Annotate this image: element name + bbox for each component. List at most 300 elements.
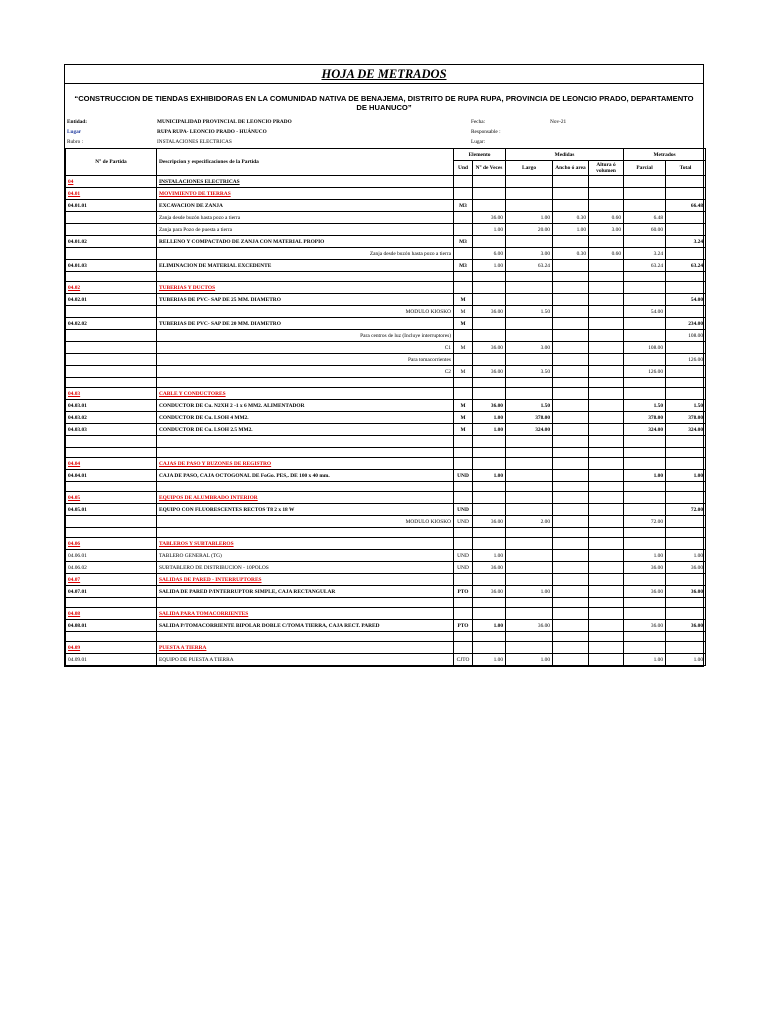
cell-parcial bbox=[624, 448, 666, 458]
cell-partida-code: 04.09.01 bbox=[66, 654, 157, 666]
cell-descripcion: EQUIPO CON FLUORESCENTES RECTOS T8 2 x 18 W bbox=[157, 504, 454, 516]
cell-parcial: 63.24 bbox=[624, 260, 666, 272]
cell-altura bbox=[589, 516, 624, 528]
cell-parcial: 36.00 bbox=[624, 562, 666, 574]
cell-total bbox=[666, 188, 706, 200]
cell-ancho bbox=[553, 620, 589, 632]
cell-partida-code: 04.03.01 bbox=[66, 400, 157, 412]
table-row bbox=[66, 562, 706, 574]
cell-parcial: 54.00 bbox=[624, 306, 666, 318]
cell-total: 1.00 bbox=[666, 654, 706, 666]
cell-total bbox=[666, 176, 706, 188]
cell-parcial bbox=[624, 574, 666, 586]
cell-descripcion: MODULO KIOSKO bbox=[157, 306, 454, 318]
cell-unidad: M bbox=[454, 306, 473, 318]
cell-largo bbox=[506, 318, 553, 330]
cell-partida-code: 04.02.01 bbox=[66, 294, 157, 306]
cell-largo bbox=[506, 482, 553, 492]
cell-total bbox=[666, 492, 706, 504]
cell-largo: 20.00 bbox=[506, 224, 553, 236]
lugar-label: Lugar bbox=[67, 129, 82, 135]
cell-partida-code: 04.03.02 bbox=[66, 412, 157, 424]
table-row bbox=[66, 200, 706, 212]
project-name: “CONSTRUCCION DE TIENDAS EXHIBIDORAS EN LA COMUNIDAD NATIVA DE BENAJEMA, DISTRITO DE RUPA RUPA, PROVINCIA DE LEONCIO PRADO, DEPARTAMENTO DE HUANUCO” bbox=[74, 94, 694, 112]
cell-descripcion: CABLE Y CONDUCTORES bbox=[157, 388, 454, 400]
cell-parcial: 3.24 bbox=[624, 248, 666, 260]
cell-veces: 36.00 bbox=[473, 342, 506, 354]
cell-veces bbox=[473, 200, 506, 212]
cell-altura bbox=[589, 294, 624, 306]
cell-unidad bbox=[454, 224, 473, 236]
cell-descripcion: CAJAS DE PASO Y BUZONES DE REGISTRO bbox=[157, 458, 454, 470]
sheet-title: HOJA DE METRADOS bbox=[65, 65, 703, 84]
cell-altura bbox=[589, 538, 624, 550]
cell-veces bbox=[473, 282, 506, 294]
cell-largo: 1.00 bbox=[506, 654, 553, 666]
cell-partida-code: 04.03.03 bbox=[66, 424, 157, 436]
table-row bbox=[66, 516, 706, 528]
cell-unidad: UND bbox=[454, 516, 473, 528]
cell-veces bbox=[473, 448, 506, 458]
cell-ancho bbox=[553, 574, 589, 586]
cell-altura bbox=[589, 562, 624, 574]
cell-parcial: 36.00 bbox=[624, 620, 666, 632]
cell-unidad bbox=[454, 436, 473, 448]
cell-partida-code bbox=[66, 224, 157, 236]
cell-altura bbox=[589, 354, 624, 366]
cell-partida-code bbox=[66, 306, 157, 318]
header-largo: Largo bbox=[506, 161, 553, 176]
cell-altura bbox=[589, 424, 624, 436]
cell-total bbox=[666, 282, 706, 294]
cell-largo: 1.00 bbox=[506, 212, 553, 224]
cell-largo bbox=[506, 492, 553, 504]
cell-largo: 63.24 bbox=[506, 260, 553, 272]
cell-total: 72.00 bbox=[666, 504, 706, 516]
cell-total bbox=[666, 436, 706, 448]
cell-ancho bbox=[553, 354, 589, 366]
cell-altura: 0.60 bbox=[589, 248, 624, 260]
cell-partida-code bbox=[66, 632, 157, 642]
cell-altura bbox=[589, 528, 624, 538]
cell-largo: 2.00 bbox=[506, 516, 553, 528]
header-total: Total bbox=[666, 161, 706, 176]
cell-largo bbox=[506, 282, 553, 294]
cell-unidad bbox=[454, 188, 473, 200]
cell-partida-code: 04 bbox=[66, 176, 157, 188]
cell-veces bbox=[473, 598, 506, 608]
cell-ancho bbox=[553, 470, 589, 482]
cell-ancho bbox=[553, 188, 589, 200]
cell-altura bbox=[589, 282, 624, 294]
cell-unidad: PTO bbox=[454, 586, 473, 598]
cell-parcial bbox=[624, 294, 666, 306]
lugar2-label: Lugar: bbox=[471, 139, 486, 145]
cell-veces bbox=[473, 388, 506, 400]
cell-unidad: UND bbox=[454, 470, 473, 482]
cell-altura bbox=[589, 378, 624, 388]
cell-unidad bbox=[454, 212, 473, 224]
cell-parcial bbox=[624, 388, 666, 400]
cell-unidad: M3 bbox=[454, 236, 473, 248]
cell-descripcion bbox=[157, 272, 454, 282]
cell-largo: 3.00 bbox=[506, 342, 553, 354]
cell-partida-code bbox=[66, 354, 157, 366]
table-row bbox=[66, 282, 706, 294]
cell-unidad bbox=[454, 448, 473, 458]
cell-altura bbox=[589, 400, 624, 412]
cell-veces bbox=[473, 176, 506, 188]
cell-unidad: PTO bbox=[454, 620, 473, 632]
cell-altura bbox=[589, 330, 624, 342]
header-metrados: Metrados bbox=[624, 149, 706, 161]
cell-ancho bbox=[553, 366, 589, 378]
lugar-value: RUPA RUPA- LEONCIO PRADO - HUÁNUCO bbox=[157, 129, 267, 135]
table-row bbox=[66, 642, 706, 654]
cell-veces: 36.00 bbox=[473, 400, 506, 412]
header-veces: N° de Veces bbox=[473, 161, 506, 176]
cell-partida-code bbox=[66, 342, 157, 354]
cell-unidad bbox=[454, 492, 473, 504]
cell-ancho: 0.30 bbox=[553, 248, 589, 260]
cell-total bbox=[666, 482, 706, 492]
cell-parcial bbox=[624, 598, 666, 608]
cell-unidad bbox=[454, 574, 473, 586]
table-row bbox=[66, 306, 706, 318]
cell-partida-code bbox=[66, 448, 157, 458]
cell-altura bbox=[589, 598, 624, 608]
cell-largo bbox=[506, 598, 553, 608]
cell-veces: 36.00 bbox=[473, 212, 506, 224]
cell-descripcion: INSTALACIONES ELECTRICAS bbox=[157, 176, 454, 188]
table-row bbox=[66, 470, 706, 482]
cell-unidad bbox=[454, 538, 473, 550]
spacer-row bbox=[66, 632, 706, 642]
cell-altura bbox=[589, 188, 624, 200]
cell-unidad: M3 bbox=[454, 200, 473, 212]
cell-descripcion bbox=[157, 482, 454, 492]
table-row bbox=[66, 294, 706, 306]
cell-partida-code: 04.01 bbox=[66, 188, 157, 200]
cell-ancho bbox=[553, 412, 589, 424]
cell-ancho bbox=[553, 378, 589, 388]
cell-ancho bbox=[553, 318, 589, 330]
header-medidas: Medidas bbox=[506, 149, 624, 161]
cell-descripcion: SUBTABLERO DE DISTRIBUCION - 10POLOS bbox=[157, 562, 454, 574]
table-row bbox=[66, 424, 706, 436]
cell-total: 54.00 bbox=[666, 294, 706, 306]
fecha-value: Nov-21 bbox=[550, 119, 567, 125]
cell-veces bbox=[473, 458, 506, 470]
cell-altura bbox=[589, 366, 624, 378]
cell-parcial bbox=[624, 436, 666, 448]
cell-parcial bbox=[624, 188, 666, 200]
cell-largo bbox=[506, 608, 553, 620]
cell-total: 1.00 bbox=[666, 550, 706, 562]
cell-veces: 1.00 bbox=[473, 412, 506, 424]
cell-ancho bbox=[553, 200, 589, 212]
cell-partida-code bbox=[66, 436, 157, 448]
cell-veces bbox=[473, 354, 506, 366]
cell-ancho bbox=[553, 642, 589, 654]
cell-partida-code bbox=[66, 516, 157, 528]
table-row bbox=[66, 388, 706, 400]
cell-veces: 36.00 bbox=[473, 586, 506, 598]
cell-total bbox=[666, 598, 706, 608]
cell-descripcion: Para tomacorrientes bbox=[157, 354, 454, 366]
cell-ancho bbox=[553, 538, 589, 550]
cell-unidad: UND bbox=[454, 562, 473, 574]
cell-altura bbox=[589, 632, 624, 642]
cell-altura bbox=[589, 586, 624, 598]
cell-largo bbox=[506, 330, 553, 342]
cell-ancho bbox=[553, 632, 589, 642]
cell-largo bbox=[506, 294, 553, 306]
cell-unidad: UND bbox=[454, 504, 473, 516]
header-partida: N° de Partida bbox=[66, 149, 157, 176]
cell-descripcion bbox=[157, 598, 454, 608]
cell-ancho bbox=[553, 342, 589, 354]
cell-veces bbox=[473, 272, 506, 282]
cell-largo bbox=[506, 550, 553, 562]
cell-largo: 378.00 bbox=[506, 412, 553, 424]
cell-largo bbox=[506, 272, 553, 282]
cell-veces bbox=[473, 188, 506, 200]
cell-total bbox=[666, 538, 706, 550]
cell-altura bbox=[589, 654, 624, 666]
info-block bbox=[65, 118, 703, 148]
cell-partida-code: 04.09 bbox=[66, 642, 157, 654]
cell-ancho bbox=[553, 282, 589, 294]
cell-unidad: M bbox=[454, 342, 473, 354]
cell-partida-code: 04.01.02 bbox=[66, 236, 157, 248]
table-row bbox=[66, 400, 706, 412]
cell-descripcion: CONDUCTOR DE Cu. LSOH 4 MM2. bbox=[157, 412, 454, 424]
cell-parcial bbox=[624, 176, 666, 188]
cell-total bbox=[666, 306, 706, 318]
cell-ancho bbox=[553, 400, 589, 412]
fecha-label: Fecha: bbox=[471, 119, 486, 125]
table-row bbox=[66, 176, 706, 188]
cell-parcial bbox=[624, 282, 666, 294]
cell-unidad: M bbox=[454, 318, 473, 330]
rubro-value: INSTALACIONES ELECTRICAS bbox=[157, 139, 232, 145]
cell-largo bbox=[506, 354, 553, 366]
cell-ancho bbox=[553, 482, 589, 492]
cell-total: 63.24 bbox=[666, 260, 706, 272]
cell-total: 36.00 bbox=[666, 562, 706, 574]
cell-ancho: 1.00 bbox=[553, 224, 589, 236]
cell-altura bbox=[589, 550, 624, 562]
cell-veces: 1.00 bbox=[473, 654, 506, 666]
cell-altura bbox=[589, 236, 624, 248]
cell-altura bbox=[589, 574, 624, 586]
cell-veces bbox=[473, 318, 506, 330]
cell-unidad bbox=[454, 598, 473, 608]
metrados-rows bbox=[66, 176, 706, 666]
cell-ancho bbox=[553, 294, 589, 306]
cell-parcial bbox=[624, 642, 666, 654]
cell-partida-code: 04.06.01 bbox=[66, 550, 157, 562]
cell-largo bbox=[506, 504, 553, 516]
cell-veces bbox=[473, 574, 506, 586]
cell-unidad bbox=[454, 282, 473, 294]
cell-total: 108.00 bbox=[666, 330, 706, 342]
cell-total bbox=[666, 528, 706, 538]
cell-unidad: CJTO bbox=[454, 654, 473, 666]
cell-descripcion bbox=[157, 448, 454, 458]
cell-veces bbox=[473, 632, 506, 642]
cell-ancho bbox=[553, 586, 589, 598]
cell-parcial bbox=[624, 330, 666, 342]
table-row bbox=[66, 342, 706, 354]
cell-largo bbox=[506, 200, 553, 212]
cell-parcial: 1.00 bbox=[624, 470, 666, 482]
cell-veces: 36.00 bbox=[473, 306, 506, 318]
cell-total: 126.00 bbox=[666, 354, 706, 366]
cell-descripcion bbox=[157, 436, 454, 448]
cell-total bbox=[666, 378, 706, 388]
cell-ancho bbox=[553, 236, 589, 248]
table-row bbox=[66, 504, 706, 516]
cell-veces bbox=[473, 528, 506, 538]
cell-parcial bbox=[624, 378, 666, 388]
metrados-sheet bbox=[64, 64, 704, 667]
cell-partida-code: 04.05 bbox=[66, 492, 157, 504]
cell-total bbox=[666, 212, 706, 224]
cell-descripcion: PUESTA A TIERRA bbox=[157, 642, 454, 654]
cell-veces bbox=[473, 482, 506, 492]
cell-descripcion bbox=[157, 632, 454, 642]
cell-altura bbox=[589, 470, 624, 482]
cell-unidad bbox=[454, 378, 473, 388]
cell-unidad bbox=[454, 482, 473, 492]
cell-parcial: 36.00 bbox=[624, 586, 666, 598]
cell-partida-code bbox=[66, 212, 157, 224]
cell-ancho bbox=[553, 424, 589, 436]
cell-altura bbox=[589, 642, 624, 654]
cell-total: 324.00 bbox=[666, 424, 706, 436]
cell-veces: 36.00 bbox=[473, 562, 506, 574]
spacer-row bbox=[66, 448, 706, 458]
cell-largo: 36.00 bbox=[506, 620, 553, 632]
cell-unidad bbox=[454, 458, 473, 470]
cell-partida-code: 04.08.01 bbox=[66, 620, 157, 632]
cell-descripcion: C1 bbox=[157, 342, 454, 354]
cell-unidad: UND bbox=[454, 550, 473, 562]
cell-descripcion: CONDUCTOR DE Cu. N2XH 2 -1 x 6 MM2. ALIMENTADOR bbox=[157, 400, 454, 412]
table-row bbox=[66, 538, 706, 550]
cell-ancho bbox=[553, 492, 589, 504]
cell-parcial bbox=[624, 492, 666, 504]
cell-ancho bbox=[553, 260, 589, 272]
cell-total bbox=[666, 608, 706, 620]
cell-largo bbox=[506, 436, 553, 448]
cell-largo bbox=[506, 448, 553, 458]
cell-partida-code: 04.01.01 bbox=[66, 200, 157, 212]
cell-descripcion: SALIDA PARA TOMACORRIENTES bbox=[157, 608, 454, 620]
cell-total: 234.00 bbox=[666, 318, 706, 330]
cell-veces bbox=[473, 492, 506, 504]
cell-descripcion: TABLERO GENERAL (TG) bbox=[157, 550, 454, 562]
cell-partida-code: 04.02.02 bbox=[66, 318, 157, 330]
cell-descripcion: EXCAVACION DE ZANJA bbox=[157, 200, 454, 212]
cell-veces bbox=[473, 378, 506, 388]
cell-veces bbox=[473, 436, 506, 448]
cell-veces bbox=[473, 236, 506, 248]
header-parcial: Parcial bbox=[624, 161, 666, 176]
cell-descripcion: Zanja para Pozo de puesta a tierra bbox=[157, 224, 454, 236]
cell-total bbox=[666, 458, 706, 470]
cell-largo bbox=[506, 188, 553, 200]
header-ancho: Ancho ó area bbox=[553, 161, 589, 176]
table-row bbox=[66, 608, 706, 620]
cell-total: 378.00 bbox=[666, 412, 706, 424]
table-row bbox=[66, 212, 706, 224]
cell-total bbox=[666, 342, 706, 354]
cell-partida-code: 04.07 bbox=[66, 574, 157, 586]
cell-altura bbox=[589, 448, 624, 458]
cell-total: 1.00 bbox=[666, 470, 706, 482]
cell-partida-code: 04.04.01 bbox=[66, 470, 157, 482]
cell-largo bbox=[506, 642, 553, 654]
table-row bbox=[66, 586, 706, 598]
cell-largo bbox=[506, 470, 553, 482]
cell-unidad: M bbox=[454, 412, 473, 424]
cell-largo: 3.00 bbox=[506, 248, 553, 260]
spacer-row bbox=[66, 528, 706, 538]
cell-largo bbox=[506, 632, 553, 642]
cell-ancho bbox=[553, 330, 589, 342]
cell-descripcion: MODULO KIOSKO bbox=[157, 516, 454, 528]
cell-altura bbox=[589, 504, 624, 516]
cell-unidad: M bbox=[454, 366, 473, 378]
cell-largo: 324.00 bbox=[506, 424, 553, 436]
cell-ancho bbox=[553, 608, 589, 620]
cell-descripcion: Zanja desde buzón hasta pozo a tierra bbox=[157, 212, 454, 224]
cell-altura bbox=[589, 608, 624, 620]
cell-parcial: 6.48 bbox=[624, 212, 666, 224]
cell-partida-code bbox=[66, 248, 157, 260]
cell-unidad: M bbox=[454, 400, 473, 412]
entidad-value: MUNICIPALIDAD PROVINCIAL DE LEONCIO PRADO bbox=[157, 119, 292, 125]
cell-unidad bbox=[454, 608, 473, 620]
cell-altura bbox=[589, 412, 624, 424]
cell-parcial: 1.00 bbox=[624, 654, 666, 666]
cell-ancho bbox=[553, 562, 589, 574]
cell-ancho bbox=[553, 436, 589, 448]
cell-ancho bbox=[553, 448, 589, 458]
cell-parcial: 72.00 bbox=[624, 516, 666, 528]
cell-partida-code bbox=[66, 598, 157, 608]
cell-ancho bbox=[553, 306, 589, 318]
table-row bbox=[66, 492, 706, 504]
cell-ancho bbox=[553, 516, 589, 528]
table-row bbox=[66, 354, 706, 366]
cell-unidad bbox=[454, 248, 473, 260]
cell-total bbox=[666, 642, 706, 654]
cell-parcial bbox=[624, 538, 666, 550]
cell-partida-code: 04.07.01 bbox=[66, 586, 157, 598]
cell-total bbox=[666, 224, 706, 236]
cell-largo: 1.50 bbox=[506, 306, 553, 318]
header-altura: Altura ó volumen bbox=[589, 161, 624, 176]
cell-unidad bbox=[454, 272, 473, 282]
cell-altura: 3.00 bbox=[589, 224, 624, 236]
cell-partida-code: 04.06 bbox=[66, 538, 157, 550]
table-row bbox=[66, 620, 706, 632]
cell-descripcion: SALIDAS DE PARED - INTERRUPTORES bbox=[157, 574, 454, 586]
